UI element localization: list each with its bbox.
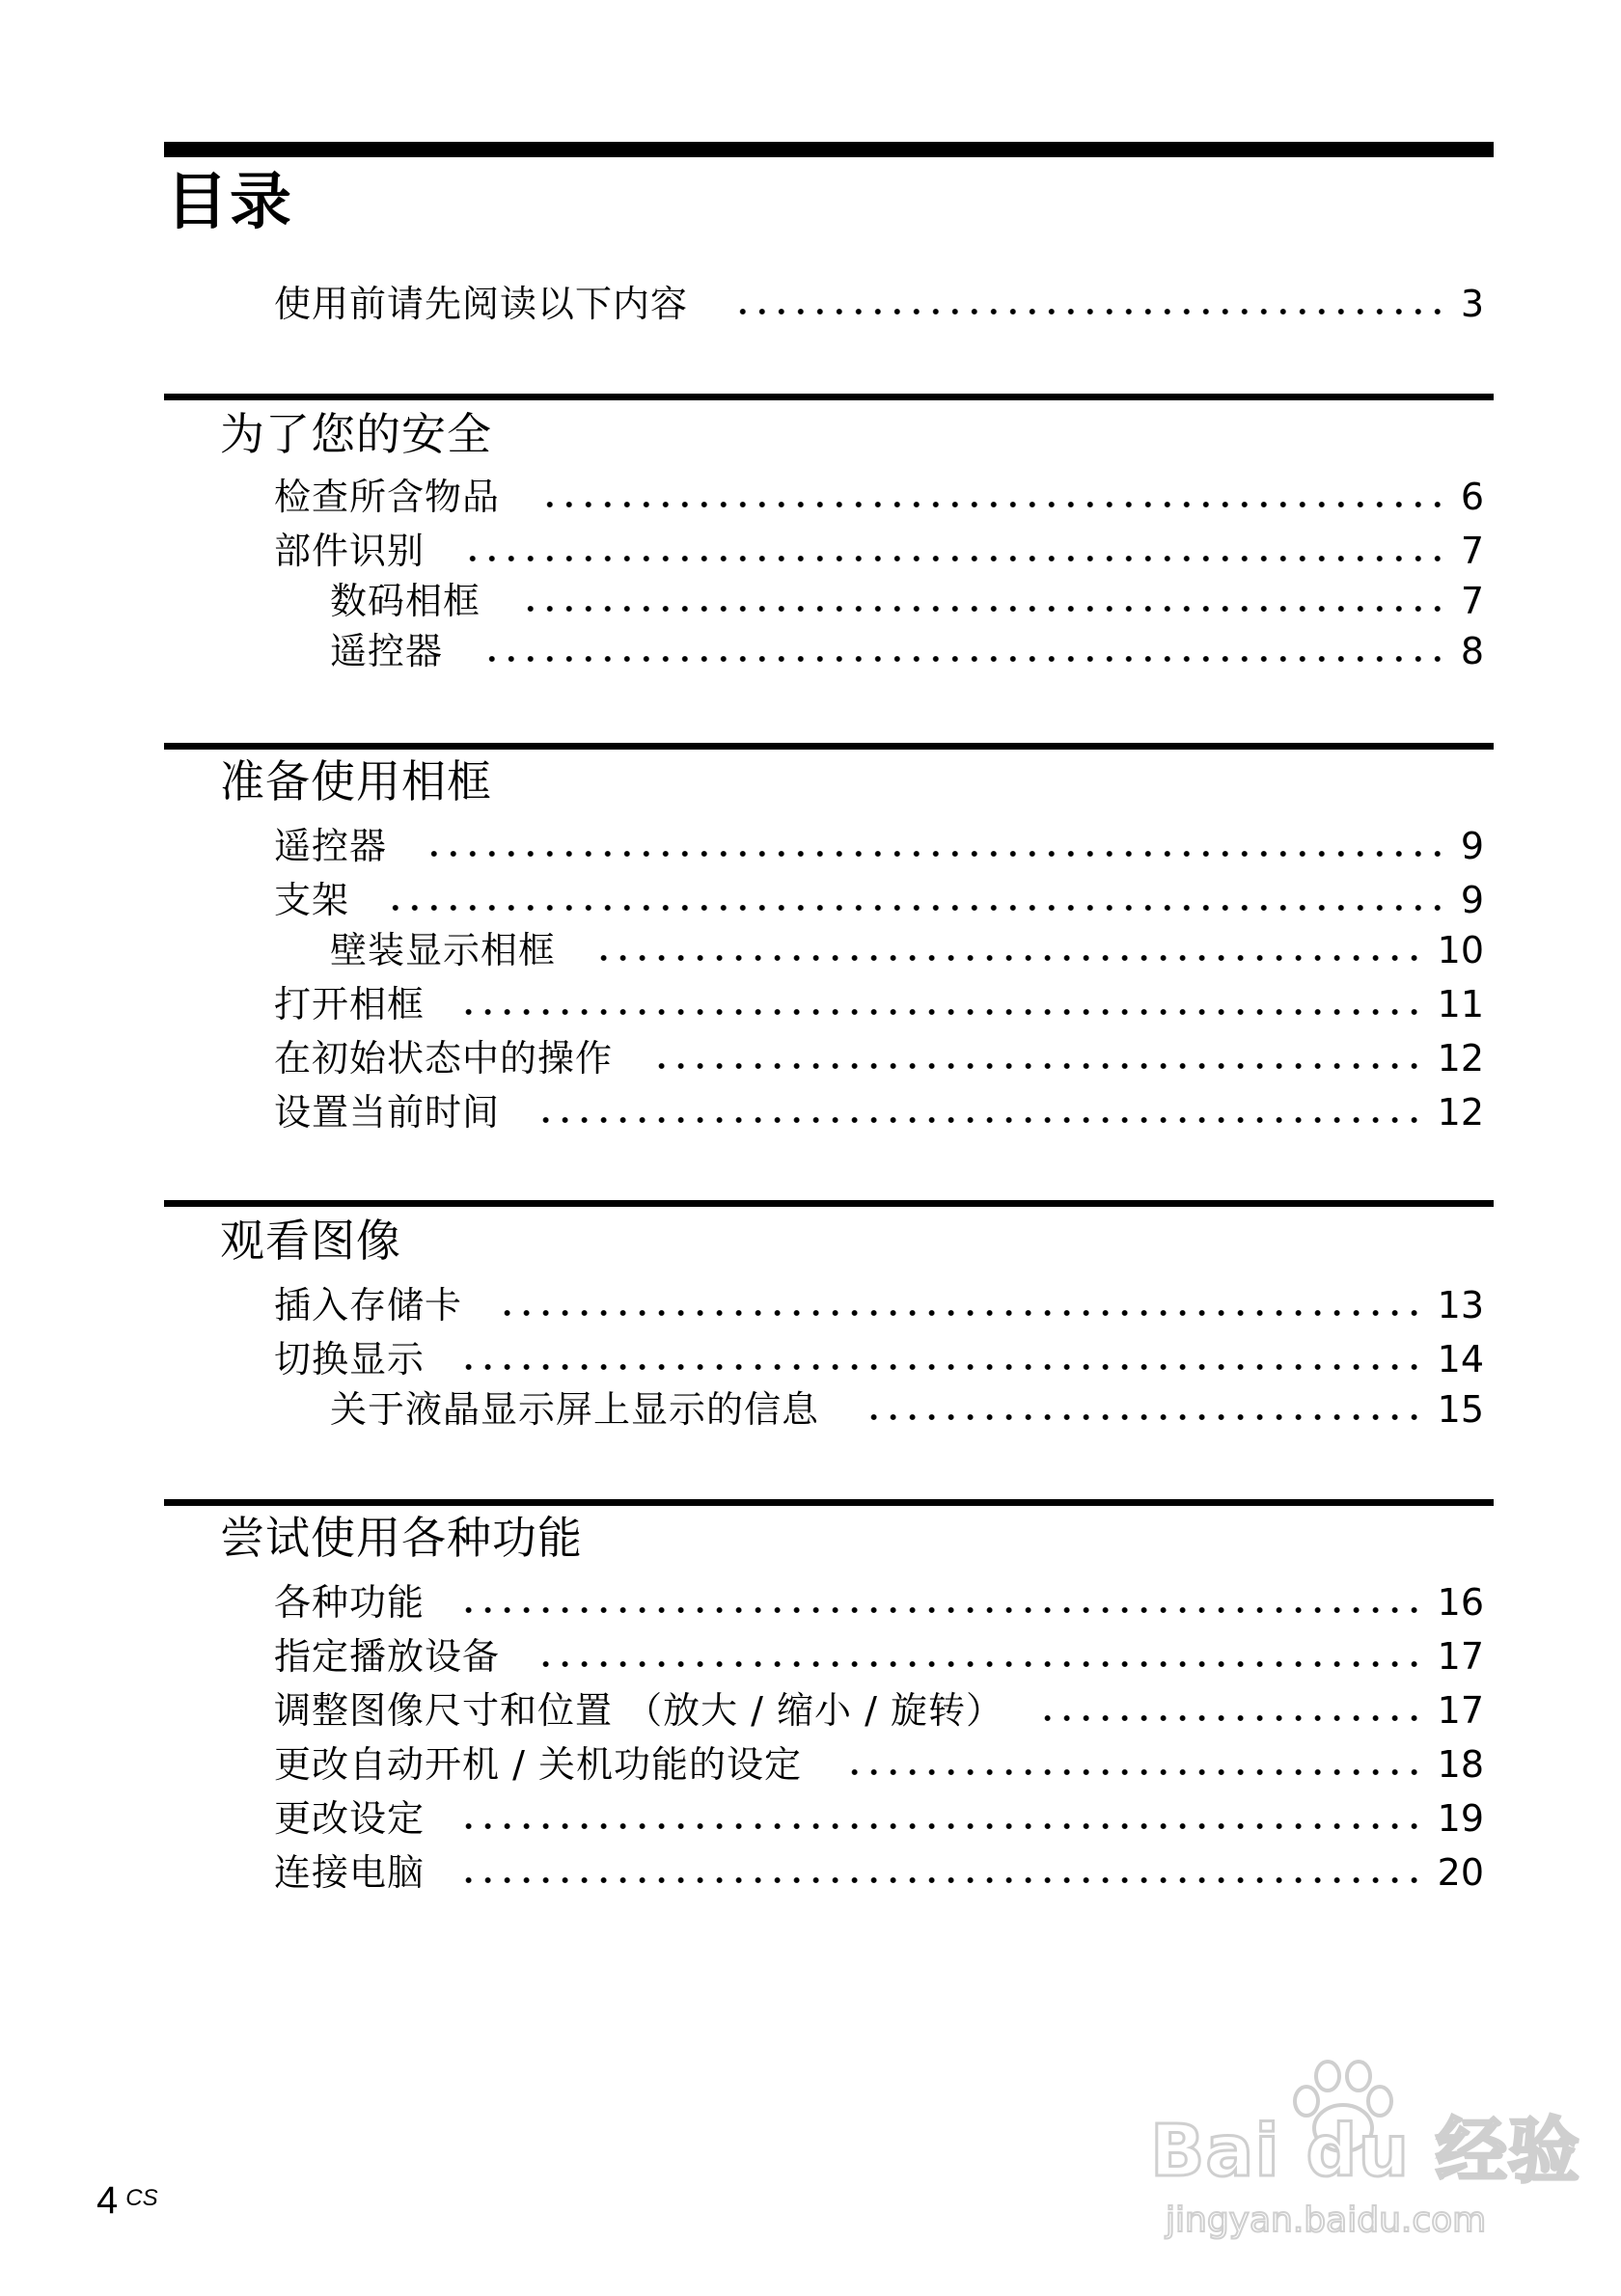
toc-entry-label: 遥控器 bbox=[274, 825, 388, 867]
toc-entry[interactable] bbox=[274, 473, 1484, 521]
section-rule bbox=[164, 743, 1494, 750]
toc-page-number: 15 bbox=[1437, 1388, 1484, 1431]
toc-page-number: 16 bbox=[1437, 1581, 1484, 1624]
toc-entry[interactable] bbox=[274, 822, 1484, 870]
dot-leader bbox=[427, 849, 1447, 859]
baidu-watermark bbox=[1140, 2055, 1580, 2267]
toc-entry-label: 在初始状态中的操作 bbox=[274, 1037, 614, 1080]
toc-page-number: 14 bbox=[1437, 1338, 1484, 1380]
dot-leader bbox=[596, 953, 1424, 963]
toc-page-number: 8 bbox=[1460, 630, 1484, 672]
toc-entry-label: 各种功能 bbox=[274, 1581, 426, 1624]
toc-entry[interactable] bbox=[274, 1794, 1484, 1843]
toc-entry-label: 插入存储卡 bbox=[274, 1284, 463, 1326]
toc-page-number: 17 bbox=[1437, 1689, 1484, 1732]
dot-leader bbox=[540, 1115, 1424, 1125]
toc-entry-label: 连接电脑 bbox=[274, 1851, 426, 1894]
toc-page-number: 12 bbox=[1437, 1037, 1484, 1080]
dot-leader bbox=[1044, 1713, 1424, 1723]
toc-entry-label: 使用前请先阅读以下内容 bbox=[274, 283, 689, 325]
section-rule bbox=[164, 1200, 1494, 1207]
dot-leader bbox=[540, 1659, 1424, 1669]
dot-leader bbox=[465, 1875, 1424, 1885]
dot-leader bbox=[465, 1007, 1424, 1017]
toc-page-number: 10 bbox=[1437, 929, 1484, 971]
toc-entry[interactable] bbox=[274, 980, 1484, 1028]
toc-entry-label: 打开相框 bbox=[274, 983, 426, 1025]
toc-page-number: 11 bbox=[1437, 983, 1484, 1025]
toc-page-number: 18 bbox=[1437, 1743, 1484, 1786]
dot-leader bbox=[842, 1767, 1424, 1777]
toc-entry[interactable] bbox=[274, 1335, 1484, 1383]
section-rule bbox=[164, 394, 1494, 400]
dot-leader bbox=[728, 307, 1447, 316]
toc-entry[interactable] bbox=[274, 1088, 1484, 1136]
dot-leader bbox=[465, 1821, 1424, 1831]
dot-leader bbox=[521, 604, 1447, 614]
toc-page-number: 12 bbox=[1437, 1091, 1484, 1134]
dot-leader bbox=[503, 1308, 1424, 1318]
dot-leader bbox=[540, 500, 1447, 509]
toc-entry-label: 更改自动开机 / 关机功能的设定 bbox=[274, 1743, 802, 1786]
dot-leader bbox=[465, 1605, 1424, 1615]
toc-entry[interactable] bbox=[274, 1632, 1484, 1681]
toc-entry-label: 检查所含物品 bbox=[274, 476, 501, 518]
toc-entry[interactable] bbox=[274, 1578, 1484, 1626]
dot-leader bbox=[860, 1412, 1424, 1422]
toc-entry[interactable] bbox=[274, 527, 1484, 575]
toc-entry[interactable] bbox=[274, 876, 1484, 924]
section-title-safety: 为了您的安全 bbox=[220, 408, 492, 460]
folio-suffix: CS bbox=[125, 2185, 158, 2211]
toc-entry-label: 遥控器 bbox=[330, 630, 444, 672]
toc-entry-label: 指定播放设备 bbox=[274, 1635, 501, 1678]
folio-number: 4 bbox=[96, 2179, 119, 2222]
dot-leader bbox=[465, 1362, 1424, 1372]
toc-page-number: 7 bbox=[1460, 530, 1484, 572]
dot-leader bbox=[653, 1061, 1424, 1071]
top-rule bbox=[164, 142, 1494, 157]
watermark-brand: Bai du 经验 bbox=[1150, 2110, 1580, 2193]
toc-entry-label: 壁装显示相框 bbox=[330, 929, 557, 971]
toc-page-number: 7 bbox=[1460, 580, 1484, 622]
section-title-view-images: 观看图像 bbox=[220, 1215, 401, 1267]
section-rule bbox=[164, 1499, 1494, 1506]
toc-entry-label: 设置当前时间 bbox=[274, 1091, 501, 1134]
toc-subentry[interactable] bbox=[330, 577, 1484, 625]
toc-page-number: 19 bbox=[1437, 1797, 1484, 1840]
toc-entry[interactable] bbox=[274, 1034, 1484, 1082]
toc-entry[interactable] bbox=[274, 1686, 1484, 1735]
toc-entry-label: 数码相框 bbox=[330, 580, 481, 622]
toc-page-number: 6 bbox=[1460, 476, 1484, 518]
toc-entry[interactable] bbox=[274, 1848, 1484, 1897]
toc-entry-label: 支架 bbox=[274, 879, 350, 921]
toc-entry-label: 关于液晶显示屏上显示的信息 bbox=[330, 1388, 820, 1431]
toc-entry-label: 切换显示 bbox=[274, 1338, 426, 1380]
toc-entry[interactable] bbox=[274, 1740, 1484, 1789]
toc-subentry[interactable] bbox=[330, 1385, 1484, 1434]
dot-leader bbox=[390, 903, 1447, 913]
section-title-prepare: 准备使用相框 bbox=[220, 755, 492, 807]
toc-entry[interactable] bbox=[274, 1281, 1484, 1329]
toc-page-number: 9 bbox=[1460, 825, 1484, 867]
toc-subentry[interactable] bbox=[330, 627, 1484, 675]
toc-entry-label: 调整图像尺寸和位置 （放大 / 缩小 / 旋转） bbox=[274, 1689, 1004, 1732]
toc-entry-label: 更改设定 bbox=[274, 1797, 426, 1840]
toc-page-number: 20 bbox=[1437, 1851, 1484, 1894]
watermark-url: jingyan.baidu.com bbox=[1166, 2200, 1487, 2240]
section-title-functions: 尝试使用各种功能 bbox=[220, 1512, 583, 1564]
dot-leader bbox=[483, 654, 1447, 664]
page-title: 目录 bbox=[166, 167, 293, 238]
page-folio bbox=[96, 2176, 158, 2225]
toc-page-number: 17 bbox=[1437, 1635, 1484, 1678]
toc-page-number: 13 bbox=[1437, 1284, 1484, 1326]
toc-entry-intro[interactable] bbox=[274, 280, 1484, 328]
toc-page-number: 3 bbox=[1460, 283, 1484, 325]
toc-entry-label: 部件识别 bbox=[274, 530, 426, 572]
toc-subentry[interactable] bbox=[330, 926, 1484, 974]
toc-page-number: 9 bbox=[1460, 879, 1484, 921]
dot-leader bbox=[465, 554, 1447, 563]
